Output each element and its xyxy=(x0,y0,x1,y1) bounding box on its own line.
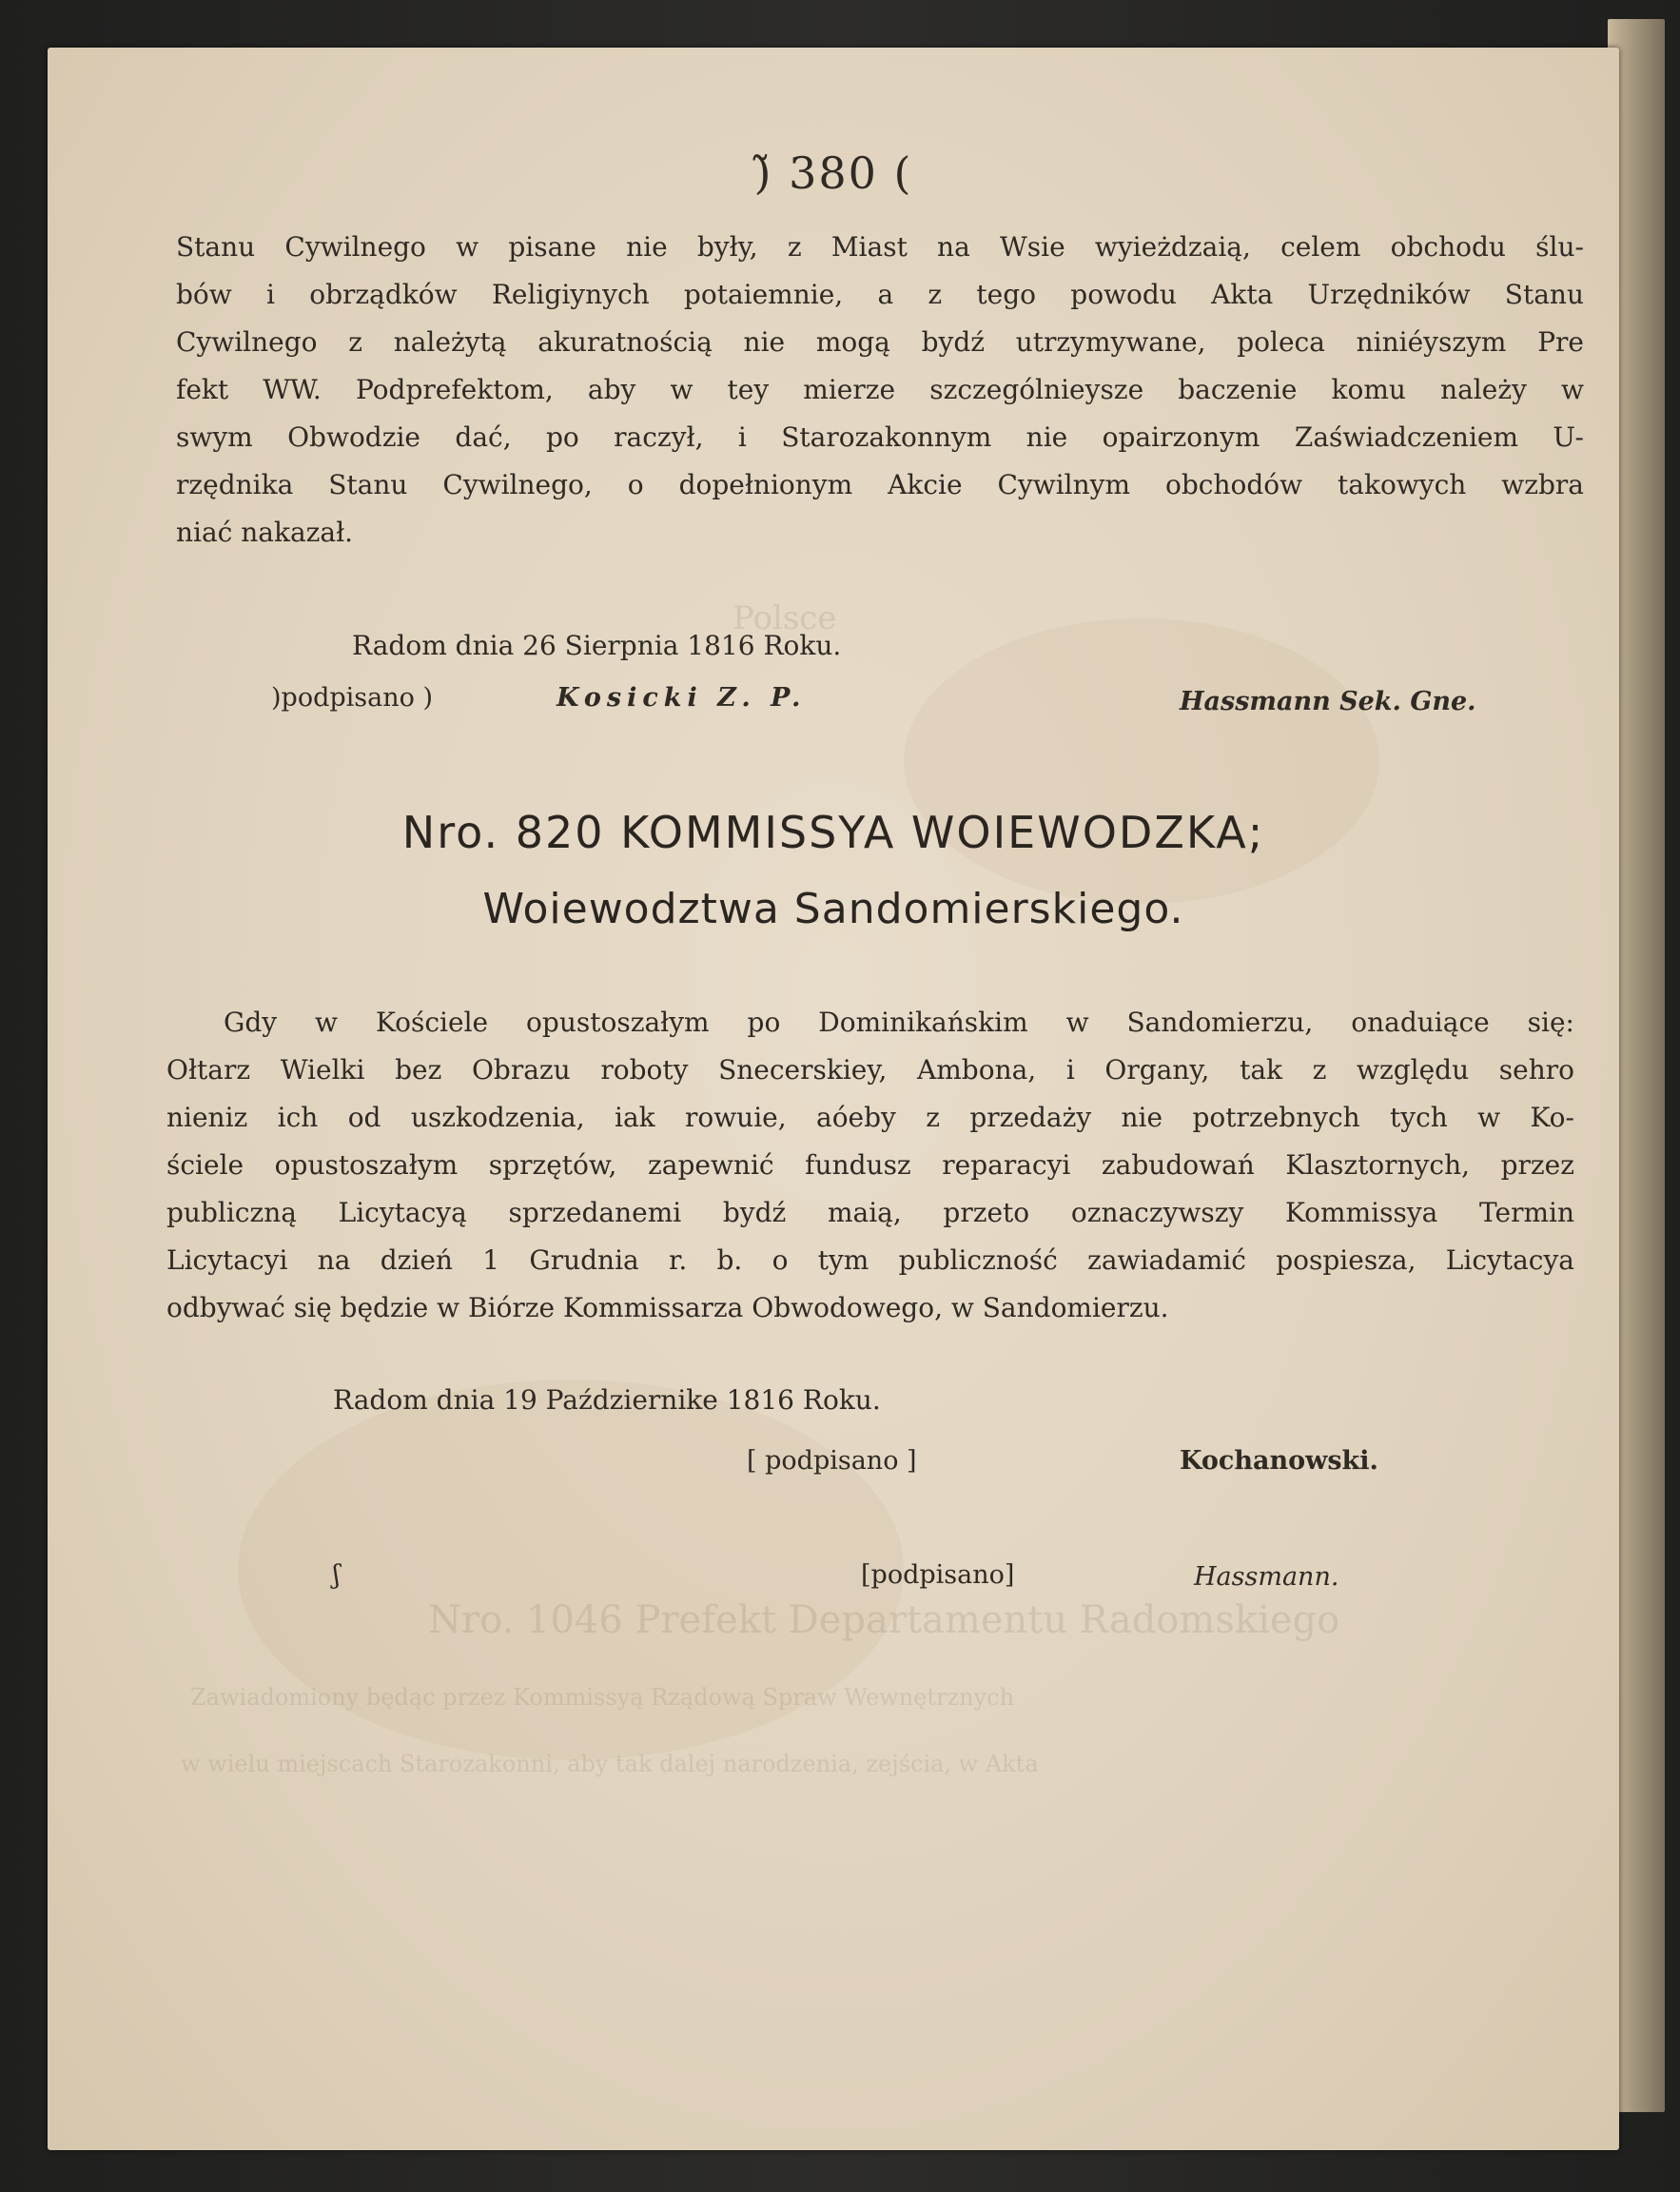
bleed-through-text: Polsce xyxy=(733,599,837,637)
bleed-through-text: Nro. 1046 Prefekt Departamentu Radomskiego xyxy=(428,1598,1340,1642)
signature-label-1: )podpisano ) xyxy=(271,683,433,713)
text-line: rzędnika Stanu Cywilnego, o dopełnionym Akcie Cywilnym obchodów takowych wzbra xyxy=(176,469,1584,500)
text-line: fekt WW. Podprefektom, aby w tey mierze szczególnieysze baczenie komu należy w xyxy=(176,374,1584,405)
bleed-through-text: w wielu miejscach Starozakonni, aby tak dalej narodzenia, zejścia, w Akta xyxy=(181,1751,1039,1777)
text-line: nieniz ich od uszkodzenia, iak rowuie, aóeby z przedaży nie potrzebnych tych w Ko- xyxy=(166,1102,1574,1133)
text-line: niać nakazał. xyxy=(176,517,354,548)
signature-name-2: Kochanowski. xyxy=(1180,1446,1378,1476)
text-line: Stanu Cywilnego w pisane nie były, z Miast na Wsie wyieżdzaią, celem obchodu ślu- xyxy=(176,231,1584,263)
text-line: Ołtarz Wielki bez Obrazu roboty Snecerskiey, Ambona, i Organy, tak z względu sehro xyxy=(166,1054,1574,1086)
date-line-1: Radom dnia 26 Sierpnia 1816 Roku. xyxy=(352,630,842,661)
page-number: )̃ 380 ( xyxy=(753,147,913,199)
text-line: odbywać się będzie w Biórze Kommissarza Obwodowego, w Sandomierzu. xyxy=(166,1292,1169,1323)
text-line: bów i obrządków Religiynych potaiemnie, a z tego powodu Akta Urzędników Stanu xyxy=(176,279,1584,310)
signature-name-3: Hassmann. xyxy=(1194,1562,1339,1592)
paragraph-1 xyxy=(176,224,1584,557)
page-content xyxy=(48,48,1619,2150)
paragraph-2 xyxy=(166,999,1574,1332)
signature-mark-3: ʃ xyxy=(333,1560,341,1590)
document-page xyxy=(48,48,1619,2150)
text-line: publiczną Licytacyą sprzedanemi bydź maią, przeto oznaczywszy Kommissya Termin xyxy=(166,1197,1574,1228)
bleed-through-text: Zawiadomiony będąc przez Kommissyą Rządową Spraw Wewnętrznych xyxy=(190,1684,1015,1711)
signature-secretary-1: Hassmann Sek. Gne. xyxy=(1180,687,1476,716)
section-subheading: Woiewodztwa Sandomierskiego. xyxy=(482,885,1184,933)
date-line-2: Radom dnia 19 Październike 1816 Roku. xyxy=(333,1384,881,1416)
section-heading: Nro. 820 KOMMISSYA WOIEWODZKA; xyxy=(401,807,1265,858)
text-line: Licytacyi na dzień 1 Grudnia r. b. o tym publiczność zawiadamić pospiesza, Licytacya xyxy=(166,1244,1574,1276)
signature-label-3: [podpisano] xyxy=(861,1560,1015,1590)
text-line: ściele opustoszałym sprzętów, zapewnić fundusz reparacyi zabudowań Klasztornych, przez xyxy=(166,1149,1574,1181)
signature-name-1: Kosicki Z. P. xyxy=(557,683,807,713)
text-line: Cywilnego z należytą akuratnością nie mogą bydź utrzymywane, poleca niniéyszym Pre xyxy=(176,326,1584,358)
text-line: Gdy w Kościele opustoszałym po Dominikańskim w Sandomierzu, onaduiące się: xyxy=(224,1007,1574,1038)
signature-label-2: [ podpisano ] xyxy=(747,1446,917,1476)
text-line: swym Obwodzie dać, po raczył, i Starozakonnym nie opairzonym Zaświadczeniem U- xyxy=(176,421,1584,453)
